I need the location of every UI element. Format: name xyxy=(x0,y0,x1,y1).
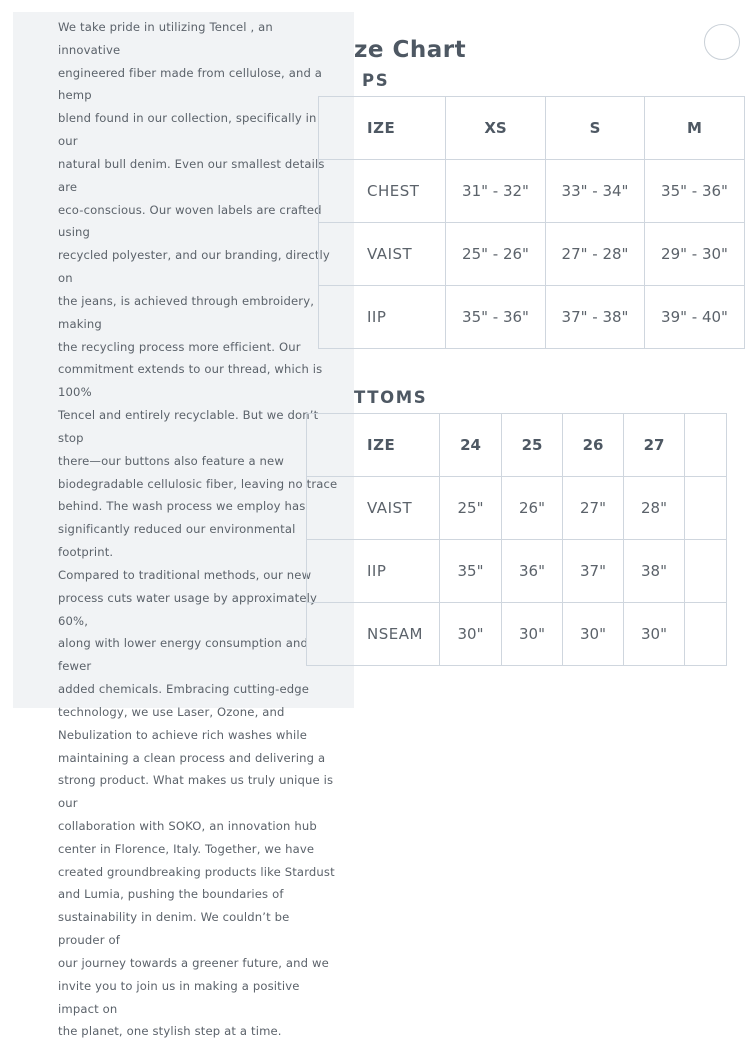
table-cell xyxy=(685,540,727,603)
table-row xyxy=(307,477,727,540)
table-cell: 24 xyxy=(440,414,502,477)
table-cell: 26 xyxy=(563,414,624,477)
table-row xyxy=(319,286,745,349)
table-cell: S xyxy=(546,97,645,160)
table-cell: 30" xyxy=(440,603,502,666)
table-cell: 38" xyxy=(624,540,685,603)
table-cell xyxy=(685,414,727,477)
table-cell: NSEAM xyxy=(307,603,440,666)
table-row xyxy=(307,540,727,603)
table-cell: 31" - 32" xyxy=(446,160,546,223)
table-cell: 26" xyxy=(502,477,563,540)
table-cell: M xyxy=(645,97,745,160)
table-cell: 36" xyxy=(502,540,563,603)
table-cell: 28" xyxy=(624,477,685,540)
table-row xyxy=(319,160,745,223)
table-cell: 39" - 40" xyxy=(645,286,745,349)
bottoms-size-table xyxy=(306,413,727,666)
table-cell: 29" - 30" xyxy=(645,223,745,286)
tops-size-table xyxy=(318,96,745,349)
bottoms-section-title: TTOMS xyxy=(354,388,428,407)
table-cell: IIP xyxy=(319,286,446,349)
table-cell: 27 xyxy=(624,414,685,477)
table-cell: IZE xyxy=(307,414,440,477)
table-cell xyxy=(685,603,727,666)
table-header-row xyxy=(307,414,727,477)
table-cell xyxy=(685,477,727,540)
table-header-row xyxy=(319,97,745,160)
table-cell: 37" xyxy=(563,540,624,603)
table-cell: IZE xyxy=(319,97,446,160)
tops-section-title: PS xyxy=(362,71,390,90)
story-panel xyxy=(13,12,354,1039)
table-cell: 27" - 28" xyxy=(546,223,645,286)
table-cell: 25" xyxy=(440,477,502,540)
table-cell: 35" xyxy=(440,540,502,603)
table-cell: VAIST xyxy=(319,223,446,286)
table-cell: 27" xyxy=(563,477,624,540)
table-cell: 35" - 36" xyxy=(446,286,546,349)
table-cell: 37" - 38" xyxy=(546,286,645,349)
sustainability-text: We take pride in utilizing Tencel , an innovative engineered fiber made from cellulose, and a hemp blend found in our collection, specifically in our natural bull denim. Even our smallest details are eco-conscious. Our woven labels are crafted using recycled polyester, and our branding, directly on the jeans, is achieved through embroidery, making the recycling process more efficient. Our commitment extends to our thread, which is 100% Tencel and entirely recyclable. But we don’t stop there—our buttons also feature a new biodegradable cellulosic fiber, leaving no trace behind. The wash process we employ has significantly reduced our environmental footprint. Compared to traditional methods, our new process cuts water usage by approximately 60%, along with lower energy consumption and fewer added chemicals. Embracing cutting-edge technology, we use Laser, Ozone, and Nebulization to achieve rich washes while maintaining a clean process and delivering a strong product. What makes us truly unique is our collaboration with SOKO, an innovation hub center in Florence, Italy. Together, we have created groundbreaking products like Stardust and Lumia, pushing the boundaries of sustainability in denim. We couldn’t be prouder of our journey towards a greener future, and we invite you to join us in making a positive impact on the planet, one stylish step at a time. xyxy=(58,20,338,1039)
table-cell: CHEST xyxy=(319,160,446,223)
table-cell: 30" xyxy=(624,603,685,666)
table-cell: 33" - 34" xyxy=(546,160,645,223)
table-cell: 25 xyxy=(502,414,563,477)
table-row xyxy=(307,603,727,666)
table-cell: XS xyxy=(446,97,546,160)
size-chart-title: ze Chart xyxy=(354,37,467,63)
table-cell: VAIST xyxy=(307,477,440,540)
table-cell: 25" - 26" xyxy=(446,223,546,286)
circle-icon xyxy=(704,24,740,60)
table-cell: 30" xyxy=(502,603,563,666)
table-row xyxy=(319,223,745,286)
table-cell: IIP xyxy=(307,540,440,603)
table-cell: 35" - 36" xyxy=(645,160,745,223)
size-chart-panel xyxy=(354,12,728,708)
table-cell: 30" xyxy=(563,603,624,666)
